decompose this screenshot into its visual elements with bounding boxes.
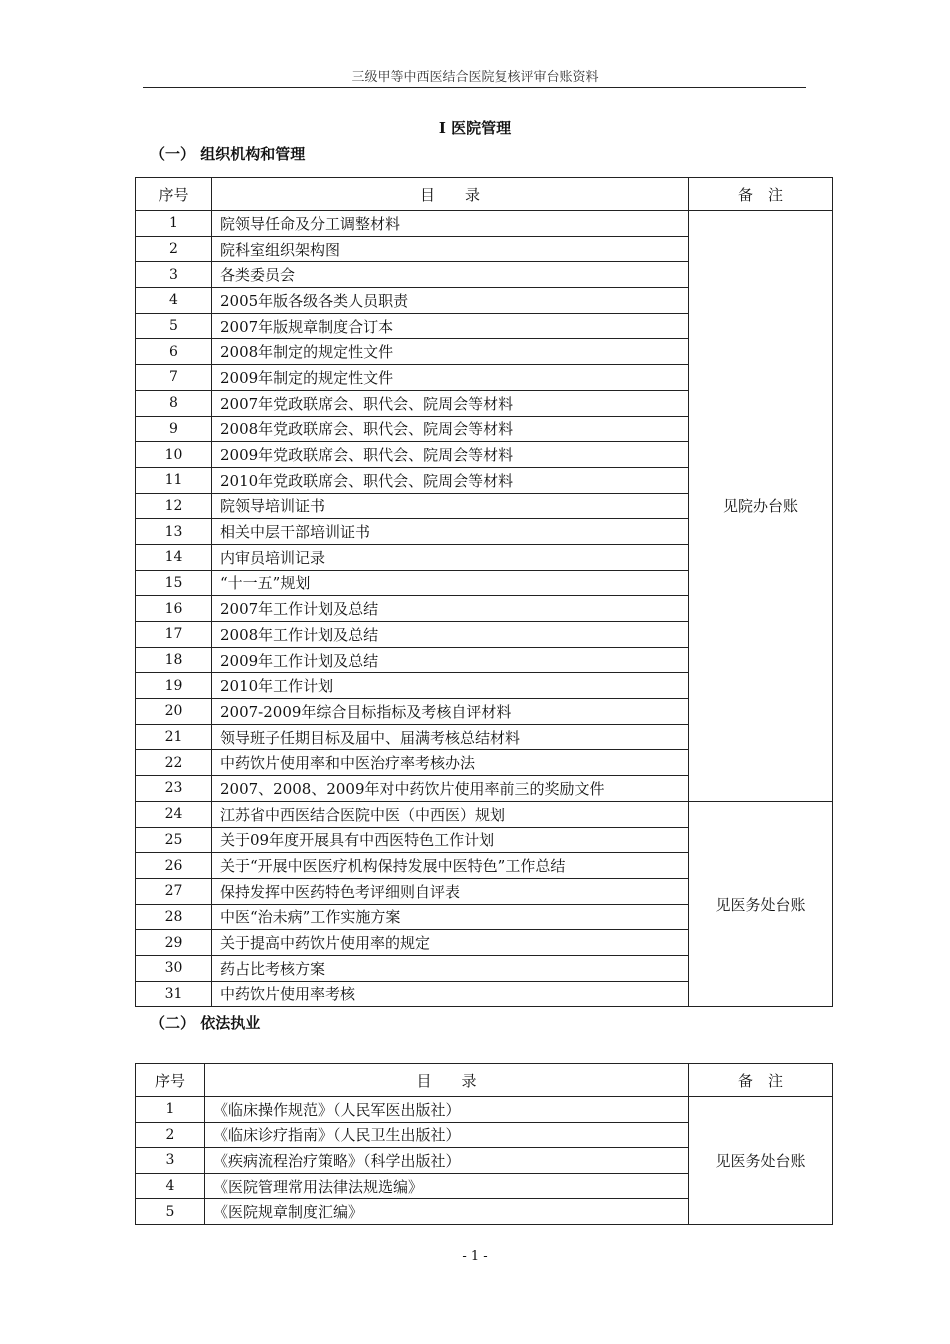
section-heading-organization: （一） 组织机构和管理 [150,145,306,163]
row-item: 江苏省中西医结合医院中医（中西医）规划 [212,801,689,827]
row-item: 2007-2009年综合目标指标及考核自评材料 [212,699,689,725]
row-item: 内审员培训记录 [212,544,689,570]
row-number: 3 [136,1148,205,1174]
organization-ledger-table [135,177,833,1007]
column-header-seq: 序号 [136,1064,205,1097]
row-number: 5 [136,1199,205,1225]
row-number: 29 [136,930,212,956]
row-item: 保持发挥中医药特色考评细则自评表 [212,878,689,904]
row-item: 2009年党政联席会、职代会、院周会等材料 [212,442,689,468]
row-item: 各类委员会 [212,262,689,288]
row-number: 2 [136,236,212,262]
row-number: 4 [136,1173,205,1199]
row-number: 7 [136,365,212,391]
row-number: 4 [136,288,212,314]
column-header-note: 备 注 [689,1064,833,1097]
legal-practice-ledger-table [135,1063,833,1225]
row-item: 关于09年度开展具有中西医特色工作计划 [212,827,689,853]
row-number: 19 [136,673,212,699]
row-item: 关于“开展中医医疗机构保持发展中医特色”工作总结 [212,853,689,879]
row-item: 2007年工作计划及总结 [212,596,689,622]
row-number: 24 [136,801,212,827]
section-heading-legal-practice: （二） 依法执业 [150,1014,261,1032]
row-item: 2009年工作计划及总结 [212,647,689,673]
row-number: 9 [136,416,212,442]
row-item: 2010年党政联席会、职代会、院周会等材料 [212,467,689,493]
row-item: 《临床诊疗指南》（人民卫生出版社） [205,1122,689,1148]
row-number: 26 [136,853,212,879]
row-number: 6 [136,339,212,365]
row-number: 5 [136,313,212,339]
row-number: 12 [136,493,212,519]
table-row [136,1097,833,1123]
row-item: 2008年工作计划及总结 [212,622,689,648]
row-number: 17 [136,622,212,648]
column-header-note: 备 注 [689,178,833,211]
remark-cell: 见医务处台账 [689,801,833,1007]
row-number: 11 [136,467,212,493]
row-number: 15 [136,570,212,596]
row-number: 28 [136,904,212,930]
column-header-catalog: 目 录 [212,178,689,211]
row-item: 2007、2008、2009年对中药饮片使用率前三的奖励文件 [212,776,689,802]
row-item: 《医院管理常用法律法规选编》 [205,1173,689,1199]
row-number: 2 [136,1122,205,1148]
row-number: 16 [136,596,212,622]
running-header: 三级甲等中西医结合医院复核评审台账资料 [351,70,599,85]
row-item: 2010年工作计划 [212,673,689,699]
row-item: 领导班子任期目标及届中、届满考核总结材料 [212,724,689,750]
row-number: 31 [136,981,212,1007]
row-number: 22 [136,750,212,776]
row-number: 1 [136,1097,205,1123]
row-item: 院领导任命及分工调整材料 [212,211,689,237]
row-item: 相关中层干部培训证书 [212,519,689,545]
row-item: 关于提高中药饮片使用率的规定 [212,930,689,956]
remark-cell: 见院办台账 [689,211,833,802]
row-item: 《临床操作规范》（人民军医出版社） [205,1097,689,1123]
row-number: 20 [136,699,212,725]
row-item: 2008年党政联席会、职代会、院周会等材料 [212,416,689,442]
row-item: 中医“治未病”工作实施方案 [212,904,689,930]
row-number: 14 [136,544,212,570]
row-number: 25 [136,827,212,853]
row-number: 13 [136,519,212,545]
row-item: 2005年版各级各类人员职责 [212,288,689,314]
document-title: I 医院管理 [438,119,512,137]
table-row [136,211,833,237]
row-item: 中药饮片使用率考核 [212,981,689,1007]
header-rule [143,87,806,88]
row-number: 27 [136,878,212,904]
row-item: 2008年制定的规定性文件 [212,339,689,365]
table-header-row [136,178,833,211]
row-number: 10 [136,442,212,468]
row-number: 1 [136,211,212,237]
row-item: 《医院规章制度汇编》 [205,1199,689,1225]
row-item: 药占比考核方案 [212,955,689,981]
table-header-row [136,1064,833,1097]
row-item: 院科室组织架构图 [212,236,689,262]
row-item: 2007年党政联席会、职代会、院周会等材料 [212,390,689,416]
remark-cell: 见医务处台账 [689,1097,833,1225]
row-item: 院领导培训证书 [212,493,689,519]
row-number: 3 [136,262,212,288]
row-item: 2009年制定的规定性文件 [212,365,689,391]
row-item: 2007年版规章制度合订本 [212,313,689,339]
column-header-seq: 序号 [136,178,212,211]
table-row [136,801,833,827]
column-header-catalog: 目 录 [205,1064,689,1097]
page-number: - 1 - [462,1249,488,1264]
row-number: 30 [136,955,212,981]
row-number: 18 [136,647,212,673]
row-number: 8 [136,390,212,416]
row-number: 21 [136,724,212,750]
row-item: 《疾病流程治疗策略》（科学出版社） [205,1148,689,1174]
row-item: 中药饮片使用率和中医治疗率考核办法 [212,750,689,776]
row-number: 23 [136,776,212,802]
row-item: “十一五”规划 [212,570,689,596]
